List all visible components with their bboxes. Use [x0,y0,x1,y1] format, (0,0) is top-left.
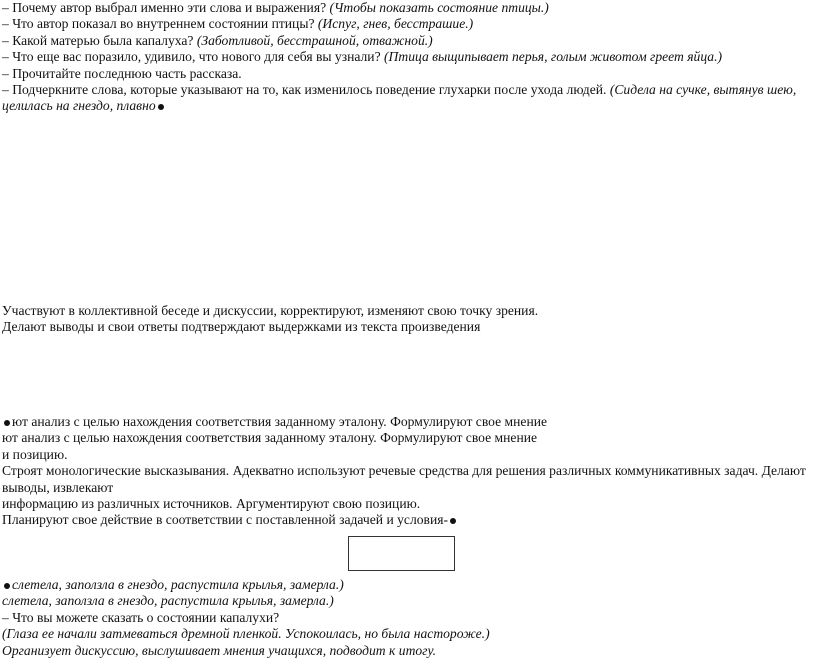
text-line: выводы, извлекают [2,479,114,495]
bullet-icon [4,420,10,426]
bullet-icon [158,104,164,110]
answer-text: (Заботливой, бесстрашной, отважной.) [196,32,433,48]
text-line: информацию из различных источников. Аргументируют свою позицию. [2,495,421,511]
question-line [2,82,816,98]
question-line [2,16,816,32]
question-line [2,33,816,49]
text-line: Строят монологические высказывания. Адекватно используют речевые средства для решения различных коммуникативных задач. Делают [2,463,806,479]
answer-text: (Сидела на сучке, вытянув шею, [609,81,797,97]
skills-block [2,414,816,529]
question-text: – Прочитайте последнюю часть рассказа. [2,65,242,81]
text-line: Делают выводы и свои ответы подтверждают выдержками из текста произведения [2,319,481,335]
empty-frame [348,536,455,571]
text: ют анализ с целью нахождения соответствия заданному эталону. Формулируют свое мнение [12,414,548,429]
question-line [2,0,816,16]
text-line: и позицию. [2,446,68,462]
text-line [2,414,816,430]
text-line [2,593,816,609]
answer-text: целилась на гнездо, плавно [2,98,156,114]
question-line: – Что вы можете сказать о состоянии капалухи? [2,609,280,625]
question-line [2,66,816,82]
answer-text: (Чтобы показать состояние птицы.) [329,0,549,15]
answer-text: (Испуг, гнев, бесстрашие.) [317,16,474,32]
answer-text: (Птица выщипывает перья, голым животом греет яйца.) [384,49,723,65]
conclusion-block [2,577,816,659]
question-text: – Что еще вас поразило, удивило, что нового для себя вы узнали? [2,49,385,65]
text-line: Участвуют в коллективной беседе и дискуссии, корректируют, изменяют свою точку зрения. [2,303,539,318]
text: слетела, заползла в гнездо, распустила крылья, замерла.) [12,577,344,592]
answer-continuation [2,98,816,114]
text: слетела, заползла в гнездо, распустила крылья, замерла.) [2,593,334,609]
question-text: – Какой матерью была капалуха? [2,32,197,48]
text: (Глаза ее начали затмеваться дремной пленкой. Успокоилась, но была настороже.) [2,626,490,642]
teacher-note [2,643,816,659]
question-line [2,49,816,65]
text: Организует дискуссию, выслушивает мнения учащихся, подводит к итогу. [2,642,437,658]
text-line [2,577,816,593]
activities-block [2,303,816,336]
bullet-icon [450,518,456,524]
question-text: – Что автор показал во внутреннем состоянии птицы? [2,16,318,32]
question-text: – Подчеркните слова, которые указывают на то, как изменилось поведение глухарки после ухода людей. [2,81,610,97]
text-line: ют анализ с целью нахождения соответствия заданному эталону. Формулируют свое мнение [2,430,538,446]
question-text: – Почему автор выбрал именно эти слова и выражения? [2,0,330,15]
text: Планируют свое действие в соответствии с поставленной задачей и условия- [2,512,449,528]
bullet-icon [4,583,10,589]
answer-line [2,626,816,642]
questions-block [2,0,816,115]
text-line [2,512,816,528]
